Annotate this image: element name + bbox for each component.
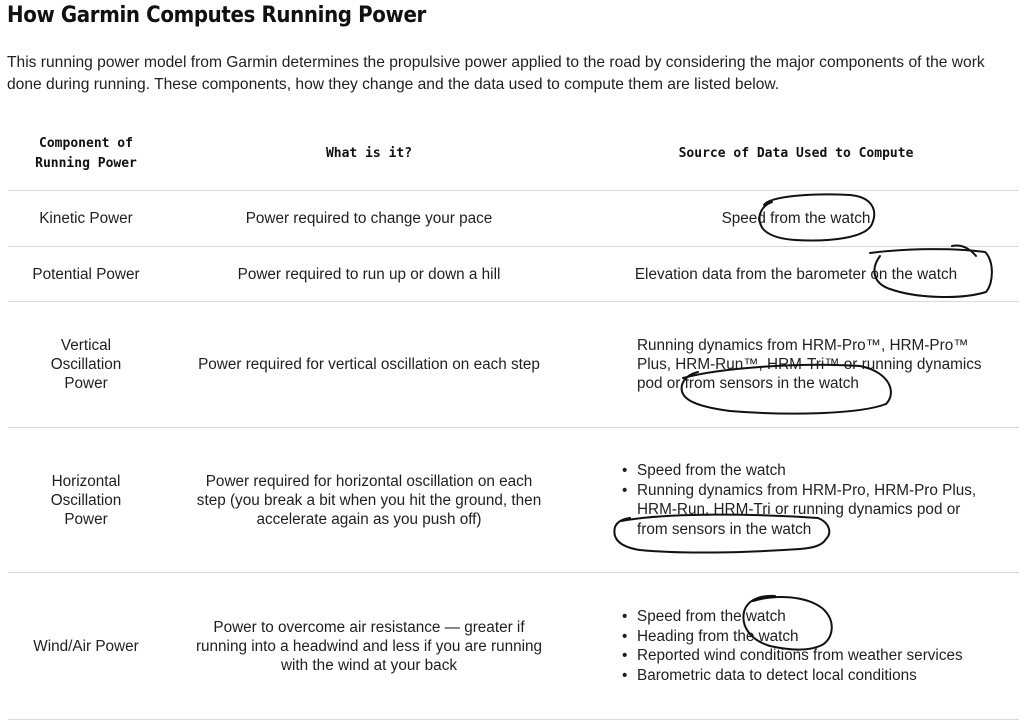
description-cell: Power to overcome air resistance — greater if running into a headwind and less if you are running with the wind at your back bbox=[195, 618, 543, 674]
list-item: • Speed from the watch bbox=[621, 607, 963, 627]
list-item: • Running dynamics from HRM-Pro, HRM-Pro Plus, HRM-Run, HRM-Tri or running dynamics pod or from sensors in the watch bbox=[621, 481, 976, 540]
source-cell: Speed from the watch bbox=[721, 210, 871, 227]
component-cell: Wind/Air Power bbox=[33, 637, 139, 655]
column-header-what: What is it? bbox=[325, 146, 413, 161]
source-list bbox=[621, 607, 963, 685]
column-header-component: Component of Running Power bbox=[35, 136, 137, 171]
source-cell bbox=[621, 428, 1017, 572]
description-cell: Power required for horizontal oscillation on each step (you break a bit when you hit the ground, then accelerate again as you push off) bbox=[196, 472, 542, 528]
description-cell: Power required to run up or down a hill bbox=[237, 265, 501, 283]
source-list bbox=[621, 461, 976, 539]
component-cell: Horizontal Oscillation Power bbox=[50, 472, 122, 528]
component-cell: Potential Power bbox=[32, 265, 140, 283]
source-cell bbox=[621, 573, 1017, 719]
list-item: • Barometric data to detect local conditions bbox=[621, 666, 963, 686]
description-cell: Power required for vertical oscillation on each step bbox=[198, 356, 540, 373]
component-cell: Vertical Oscillation Power bbox=[50, 337, 122, 392]
list-item: • Heading from the watch bbox=[621, 627, 963, 647]
page-title: How Garmin Computes Running Power bbox=[7, 3, 426, 28]
column-header-source: Source of Data Used to Compute bbox=[678, 146, 914, 161]
row-divider bbox=[8, 719, 1019, 720]
list-item: • Reported wind conditions from weather services bbox=[621, 646, 963, 666]
source-cell: Elevation data from the barometer on the watch bbox=[634, 265, 958, 283]
list-item: • Speed from the watch bbox=[621, 461, 976, 481]
source-cell: Running dynamics from HRM-Pro™, HRM-Pro™ Plus, HRM-Run™, HRM-Tri™ or running dynamics pod or from sensors in the watch bbox=[637, 337, 982, 392]
description-cell: Power required to change your pace bbox=[245, 210, 493, 227]
component-cell: Kinetic Power bbox=[39, 210, 133, 227]
intro-paragraph: This running power model from Garmin determines the propulsive power applied to the road by considering the major components of the work done during running. These components, how they change and the data used to compute them are listed below. bbox=[7, 54, 985, 93]
